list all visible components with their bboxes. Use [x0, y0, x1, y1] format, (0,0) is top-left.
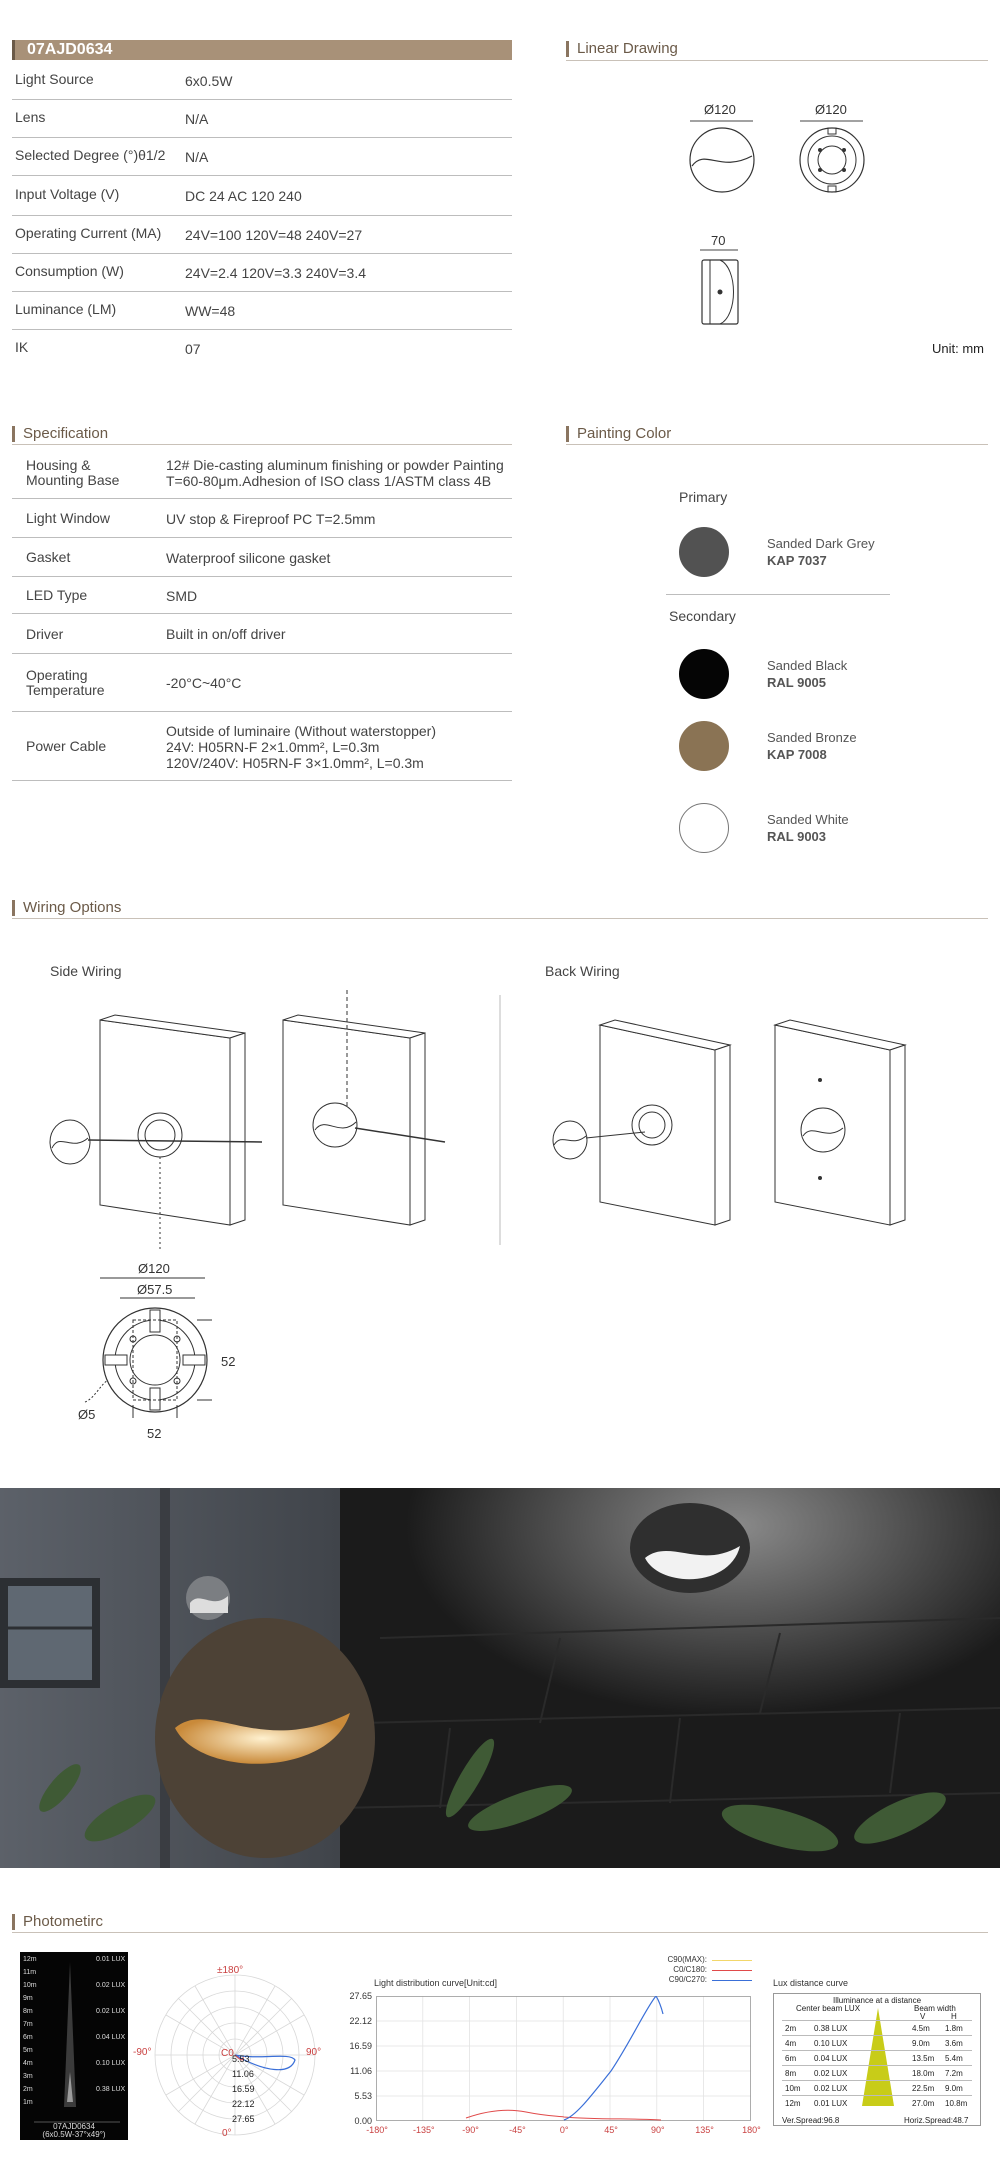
isolux-distance-label: 9m — [23, 1995, 33, 2002]
color-name-block — [767, 657, 847, 691]
curve-x-tick: -45° — [509, 2125, 526, 2135]
spec-label: Light Source — [15, 71, 94, 87]
lux-table-row — [782, 2020, 972, 2035]
curve-x-tick: 45° — [604, 2125, 618, 2135]
curve-legend-label: C90/C270: — [668, 1975, 707, 1984]
isolux-distance-label: 7m — [23, 2021, 33, 2028]
color-code: RAL 9003 — [767, 829, 827, 844]
color-swatch — [679, 803, 729, 853]
spec-row — [12, 62, 512, 100]
lux-table-h: H — [951, 2012, 957, 2021]
lux-table-center-beam: Center beam LUX — [796, 2004, 861, 2013]
curve-title: Light distribution curve[Unit:cd] — [374, 1978, 498, 1988]
spec-label: Selected Degree (°)θ1/2 — [15, 147, 166, 163]
wiring-dim-d5: Ø5 — [78, 1407, 96, 1422]
polar-bottom-label: 0° — [222, 2128, 232, 2139]
spec-label: Input Voltage (V) — [15, 186, 120, 202]
wiring-divider — [12, 918, 988, 919]
isolux-beam — [20, 1952, 128, 2140]
color-name: Sanded Dark Grey — [767, 536, 875, 551]
dim-back: Ø120 — [815, 102, 847, 117]
spec-row — [12, 100, 512, 138]
lux-row-v: 27.0m — [912, 2099, 935, 2108]
specification-value: Outside of luminaire (Without waterstopper) 24V: H05RN-F 2×1.0mm², L=0.3m 120V/240V: H05RN-F 3×1.0mm², L=0.3m — [166, 723, 436, 771]
wiring-dim-52-bottom: 52 — [147, 1426, 162, 1441]
color-code: KAP 7008 — [767, 747, 827, 762]
linear-drawing-divider — [566, 60, 988, 61]
isolux-distance-label: 2m — [23, 2086, 33, 2093]
wiring-dim-d57: Ø57.5 — [137, 1282, 173, 1297]
dim-front: Ø120 — [704, 102, 736, 117]
specification-row — [12, 614, 512, 654]
spec-value: N/A — [185, 149, 209, 165]
product-lifestyle-photo — [0, 1488, 1000, 1868]
spec-row — [12, 254, 512, 292]
lux-table-row — [782, 2050, 972, 2065]
lux-row-v: 18.0m — [912, 2069, 935, 2078]
color-swatch — [679, 527, 729, 577]
specification-value: UV stop & Fireproof PC T=2.5mm — [166, 511, 376, 527]
isolux-lux-label: 0.01 LUX — [96, 1956, 126, 1963]
lux-row-lux: 0.02 LUX — [814, 2084, 848, 2093]
specification-label: Light Window — [26, 510, 111, 526]
specification-row — [12, 712, 512, 781]
isolux-distance-label: 11m — [23, 1969, 37, 1976]
color-code: KAP 7037 — [767, 553, 827, 568]
isolux-distance-label: 3m — [23, 2073, 33, 2080]
unit-label: Unit: mm — [932, 341, 984, 356]
color-name: Sanded Bronze — [767, 730, 857, 745]
curve-x-tick: 180° — [742, 2125, 761, 2135]
primary-label: Primary — [679, 489, 728, 505]
color-name: Sanded White — [767, 812, 849, 827]
spec-value: N/A — [185, 111, 209, 127]
specification-label: LED Type — [26, 587, 88, 603]
color-code: RAL 9005 — [767, 675, 827, 690]
curve-y-tick: 0.00 — [354, 2116, 372, 2126]
lux-row-h: 10.8m — [945, 2099, 968, 2108]
specification-label: Power Cable — [26, 738, 107, 754]
color-name-block — [767, 535, 875, 569]
spec-row — [12, 330, 512, 368]
lux-row-v: 4.5m — [912, 2024, 930, 2033]
polar-ring-label: 22.12 — [232, 2099, 255, 2109]
lux-table-row — [782, 2035, 972, 2050]
lux-row-lux: 0.01 LUX — [814, 2099, 848, 2108]
dim-side: 70 — [711, 233, 726, 248]
specification-label: Operating Temperature — [26, 667, 105, 698]
photo-illustration — [0, 1488, 1000, 1868]
spec-label: Consumption (W) — [15, 263, 124, 279]
lux-row-v: 13.5m — [912, 2054, 935, 2063]
secondary-label: Secondary — [669, 608, 736, 624]
lux-table-beam-width: Beam width — [914, 2004, 956, 2013]
curve-y-tick: 27.65 — [349, 1991, 372, 2001]
curve-legend-swatch — [712, 1960, 752, 1961]
curve-x-tick: 0° — [559, 2125, 569, 2135]
ver-spread: Ver.Spread:96.8 — [782, 2116, 840, 2125]
specification-value: SMD — [166, 588, 198, 604]
lux-row-distance: 12m — [785, 2099, 801, 2108]
specification-value: -20°C~40°C — [166, 675, 242, 691]
spec-value: DC 24 AC 120 240 — [185, 188, 302, 204]
lux-row-distance: 4m — [785, 2039, 797, 2048]
specification-row — [12, 446, 512, 499]
hor-spread: Horiz.Spread:48.7 — [904, 2116, 969, 2125]
spec-row — [12, 216, 512, 254]
wiring-dim-d120: Ø120 — [138, 1261, 170, 1276]
specification-value: Waterproof silicone gasket — [166, 550, 331, 566]
curve-x-tick: -180° — [366, 2125, 388, 2135]
isolux-lux-label: 0.38 LUX — [96, 2086, 126, 2093]
color-name-block — [767, 729, 857, 763]
curve-y-tick: 16.59 — [349, 2041, 372, 2051]
lux-table — [773, 1993, 981, 2126]
painting-color-title: Painting Color — [566, 426, 671, 442]
spec-row — [12, 138, 512, 176]
specification-row — [12, 577, 512, 614]
spec-value: 24V=2.4 120V=3.3 240V=3.4 — [185, 265, 366, 281]
isolux-panel — [20, 1952, 128, 2140]
wiring-dim-52-right: 52 — [221, 1354, 236, 1369]
isolux-distance-label: 8m — [23, 2008, 33, 2015]
specification-row — [12, 499, 512, 538]
lux-row-h: 3.6m — [945, 2039, 963, 2048]
spec-value: WW=48 — [185, 303, 236, 319]
curve-y-tick: 11.06 — [350, 2066, 372, 2076]
product-code-bar: 07AJD0634 — [12, 40, 512, 60]
specification-title: Specification — [12, 426, 108, 442]
curve-legend-swatch — [712, 1980, 752, 1981]
linear-drawing-title: Linear Drawing — [566, 41, 678, 57]
polar-ring-label: 11.06 — [232, 2069, 254, 2079]
specification-label: Gasket — [26, 549, 71, 565]
polar-c0-label: C0 — [221, 2048, 234, 2059]
wiring-title: Wiring Options — [12, 900, 121, 916]
lux-row-lux: 0.02 LUX — [814, 2069, 848, 2078]
lux-row-distance: 2m — [785, 2024, 797, 2033]
lux-row-h: 5.4m — [945, 2054, 963, 2063]
specification-row — [12, 538, 512, 577]
color-name: Sanded Black — [767, 658, 848, 673]
lux-row-h: 1.8m — [945, 2024, 963, 2033]
isolux-lux-label: 0.02 LUX — [96, 2008, 126, 2015]
lux-table-row — [782, 2065, 972, 2080]
back-wiring-label: Back Wiring — [545, 963, 620, 979]
polar-ring-label: 27.65 — [232, 2114, 255, 2124]
curve-y-tick: 22.12 — [349, 2016, 372, 2026]
lux-row-distance: 6m — [785, 2054, 797, 2063]
spec-row — [12, 292, 512, 330]
lux-table-row — [782, 2095, 972, 2110]
lux-table-row — [782, 2080, 972, 2095]
spec-label: Lens — [15, 109, 46, 125]
isolux-distance-label: 10m — [23, 1982, 37, 1989]
polar-ring-label: 16.59 — [232, 2084, 255, 2094]
painting-color-divider — [566, 444, 988, 445]
photometric-title: Photometirc — [12, 1914, 103, 1930]
isolux-lux-label: 0.02 LUX — [96, 1982, 126, 1989]
color-divider — [666, 594, 890, 595]
side-wiring-label: Side Wiring — [50, 963, 122, 979]
lux-row-lux: 0.38 LUX — [814, 2024, 848, 2033]
spec-value: 24V=100 120V=48 240V=27 — [185, 227, 363, 243]
isolux-lux-label: 0.04 LUX — [96, 2034, 126, 2041]
lux-table-title: Lux distance curve — [773, 1978, 849, 1988]
spec-label: IK — [15, 339, 29, 355]
polar-right-label: 90° — [306, 2047, 322, 2058]
curve-legend-label: C90(MAX): — [667, 1955, 707, 1964]
lux-row-lux: 0.04 LUX — [814, 2054, 848, 2063]
spec-label: Operating Current (MA) — [15, 225, 162, 241]
specification-value: Built in on/off driver — [166, 626, 286, 642]
curve-legend-swatch — [712, 1970, 752, 1971]
spec-value: 6x0.5W — [185, 73, 233, 89]
isolux-distance-label: 12m — [23, 1956, 37, 1963]
curve-legend-label: C0/C180: — [673, 1965, 707, 1974]
isolux-distance-label: 4m — [23, 2060, 33, 2067]
lux-row-distance: 8m — [785, 2069, 797, 2078]
polar-top-label: ±180° — [217, 1965, 244, 1976]
isolux-distance-label: 6m — [23, 2034, 33, 2041]
polar-left-label: -90° — [133, 2047, 152, 2058]
curve-y-tick: 5.53 — [354, 2091, 372, 2101]
spec-row — [12, 176, 512, 216]
wiring-diagram-svg — [40, 980, 970, 1450]
color-swatch — [679, 649, 729, 699]
specification-value: 12# Die-casting aluminum finishing or powder Painting T=60-80μm.Adhesion of ISO class 1/ASTM class 4B — [166, 457, 504, 489]
linear-drawing-svg — [680, 118, 880, 338]
isolux-caption-sub: (6x0.5W-37°x49°) — [42, 2130, 106, 2139]
curve-x-tick: 135° — [695, 2125, 714, 2135]
specification-row — [12, 654, 512, 712]
lux-table-header: Illuminance at a distance — [832, 1996, 922, 2005]
specification-label: Housing & Mounting Base — [26, 457, 120, 488]
lux-table-v: V — [920, 2012, 926, 2021]
lux-row-h: 7.2m — [945, 2069, 963, 2078]
isolux-distance-label: 1m — [23, 2099, 33, 2106]
isolux-caption: 07AJD0634 — [53, 2122, 95, 2131]
color-name-block — [767, 811, 849, 845]
color-swatch — [679, 721, 729, 771]
lux-row-v: 22.5m — [912, 2084, 935, 2093]
specification-divider — [12, 444, 512, 445]
lux-row-h: 9.0m — [945, 2084, 963, 2093]
isolux-distance-label: 5m — [23, 2047, 33, 2054]
lux-row-lux: 0.10 LUX — [814, 2039, 848, 2048]
polar-ring-label: 5.53 — [232, 2054, 250, 2064]
photometric-divider — [12, 1932, 988, 1933]
curve-x-tick: 90° — [650, 2125, 665, 2135]
curve-x-tick: -135° — [412, 2125, 435, 2135]
spec-label: Luminance (LM) — [15, 301, 117, 317]
lux-row-distance: 10m — [785, 2084, 801, 2093]
isolux-lux-label: 0.10 LUX — [96, 2060, 126, 2067]
specification-label: Driver — [26, 626, 64, 642]
curve-x-tick: -90° — [462, 2125, 479, 2135]
lux-row-v: 9.0m — [912, 2039, 930, 2048]
distribution-curve-chart — [376, 1996, 751, 2121]
spec-value: 07 — [185, 341, 201, 357]
